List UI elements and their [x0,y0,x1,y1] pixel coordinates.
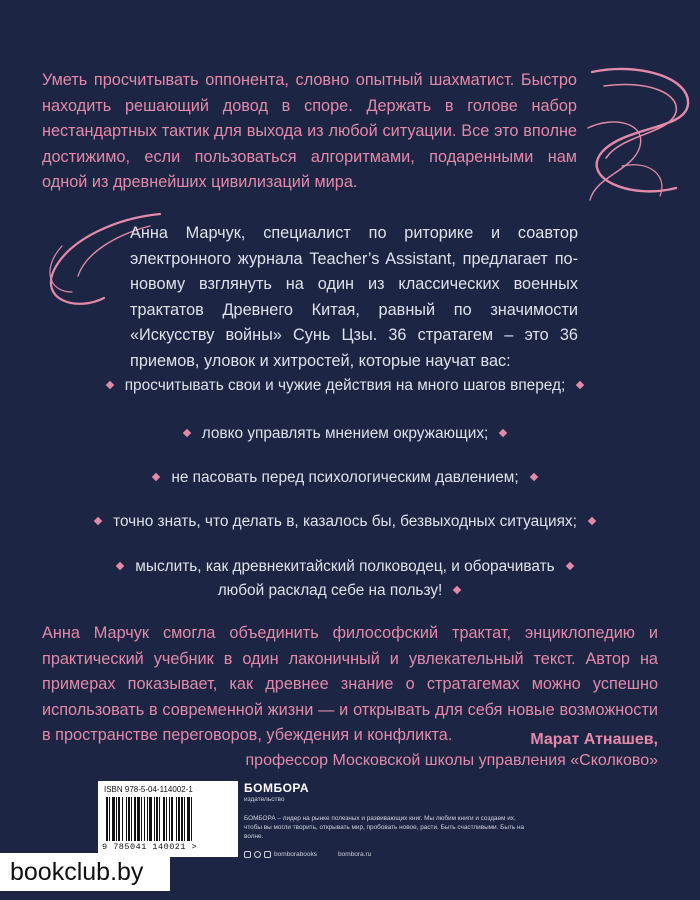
review-paragraph: Анна Марчук смогла объединить философский трактат, энциклопедию и практический учебник в один лаконичный и увлекательный текст. Автор на примерах показывает, как древнее знание о стратагемах можно успешно использовать в современной жизни — и открывать для себя новые возможности в пространстве переговоров, убеждения и конфликта. [42,624,658,744]
barcode-bar [154,797,155,841]
barcode-bar [112,797,115,841]
barcode-bar [181,797,183,841]
barcode-bar [149,797,152,841]
diamond-icon [588,517,596,525]
diamond-icon [565,562,573,570]
list-item: не пасовать перед психологическим давлением; [80,466,610,490]
barcode-bar [159,797,160,841]
barcode-bar [163,797,165,841]
diamond-icon [576,381,584,389]
social-network-icon [264,851,271,858]
barcode-bar [109,797,110,841]
social-network-icon [244,851,251,858]
barcode-bar [126,797,127,841]
barcode-bar [178,797,180,841]
isbn-barcode [98,781,238,857]
barcode-bar [122,797,123,841]
publisher-website: bombora.ru [338,851,372,858]
list-item: точно знать, что делать в, казалось бы, безвыходных ситуациях; [80,510,610,534]
barcode-number: 9 785041 140021 > [102,842,198,852]
barcode-bar [187,797,190,841]
barcode-bar [137,797,140,841]
list-item: просчитывать свои и чужие действия на много шагов вперед; [80,374,610,398]
publisher-contacts [244,851,371,858]
barcode-bar [147,797,148,841]
watermark: bookclub.by [0,853,170,891]
barcode-bar [106,797,108,841]
list-item: ловко управлять мнением окружающих; [80,422,610,446]
isbn-label: ISBN 978-5-04-114002-1 [104,785,193,794]
diamond-icon [94,517,102,525]
social-network-icon [254,851,261,858]
barcode-bar [141,797,142,841]
list-item: мыслить, как древнекитайский полководец, и оборачивать [80,555,610,579]
barcode-bar [166,797,167,841]
diamond-icon [529,473,537,481]
publisher-logo: БОМБОРА [244,781,310,795]
review-author-title: профессор Московской школы управления «Сколково» [245,752,658,769]
barcode-bar [184,797,185,841]
barcode-bar [171,797,173,841]
diamond-icon [182,429,190,437]
review-author: Марат Атнашев, [530,731,658,748]
barcode-bar [144,797,145,841]
intro-paragraph: Уметь просчитывать оппонента, словно опытный шахматист. Быстро находить решающий довод в споре. Держать в голове набор нестандартных тактик для выхода из любой ситуации. Все это вполне достижимо, если пользоваться алгоритмами, подаренными нам одной из древнейших цивилизаций мира. [42,71,577,191]
description-paragraph: Анна Марчук, специалист по риторике и соавтор электронного журнала Teacher’s Assistant, предлагает по-новому взглянуть на один из классических военных трактатов Древнего Китая, равный по значимости «Искусству войны» Сунь Цзы. 36 стратагем – это 36 приемов, уловок и хитростей, которые научат вас: [130,224,578,370]
list-item-continuation: любой расклад себе на пользу! [80,579,610,603]
barcode-bar [134,797,136,841]
barcode-bar [156,797,158,841]
barcode-bar [176,797,177,841]
diamond-icon [116,562,124,570]
diamond-icon [453,586,461,594]
publisher-subtitle: издательство [244,796,285,803]
barcode-bar [191,797,192,841]
diamond-icon [105,381,113,389]
barcode-bar [118,797,120,841]
diamond-icon [152,473,160,481]
barcode-bar [131,797,132,841]
publisher-social-handle: bomborabooks [274,851,317,858]
barcode-bar [169,797,170,841]
diamond-icon [499,429,507,437]
barcode-icon [106,797,230,841]
publisher-description: БОМБОРА – лидер на рынке полезных и развивающих книг. Мы любим книги и создаем их, чтобы вы могли творить, открывать мир, пробовать новое, расти. Быть счастливыми. Быть на волне. [244,815,525,840]
barcode-bar [128,797,130,841]
barcode-bar [116,797,117,841]
